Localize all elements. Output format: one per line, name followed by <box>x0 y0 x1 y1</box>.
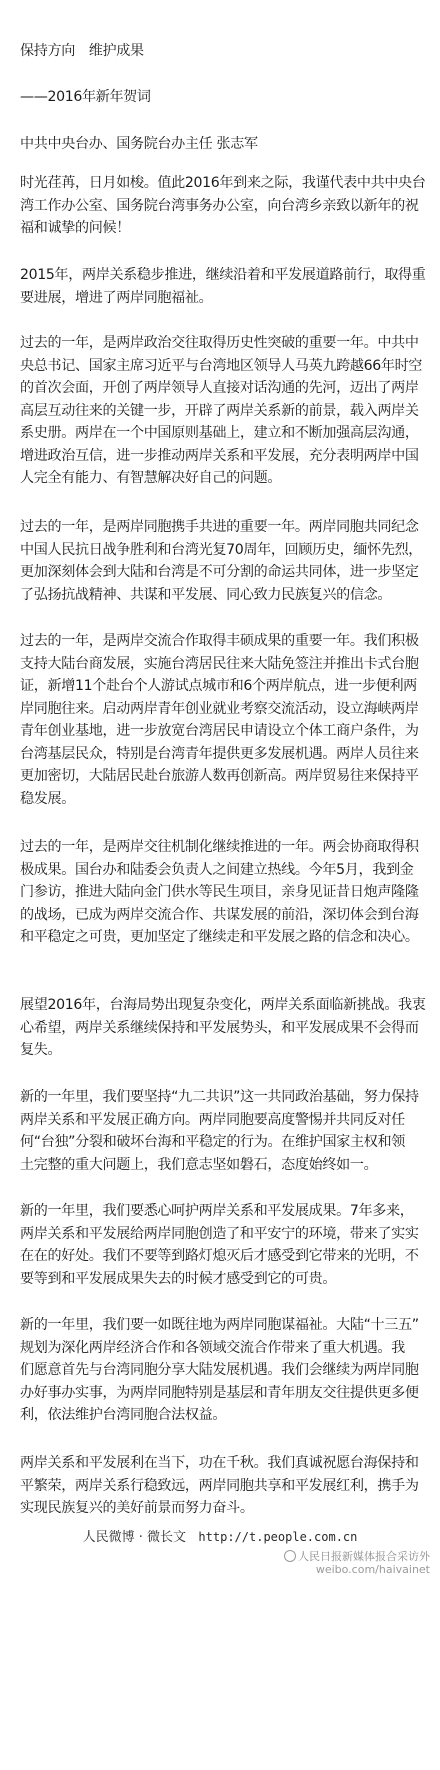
paragraph-line: 规划为深化两岸经济合作和各领域交流合作带来了重大机遇。我 <box>20 1339 405 1356</box>
article-author: 中共中央台办、国务院台办主任 张志军 <box>20 136 258 152</box>
paragraph-line: 们愿意首先与台湾同胞分享大陆发展机遇。我们会继续为两岸同胞 <box>20 1362 419 1378</box>
paragraph-line: 利，依法维护台湾同胞合法权益。 <box>20 1407 227 1423</box>
watermark <box>284 1550 430 1576</box>
article-heading: 保持方向 维护成果 <box>20 43 144 59</box>
paragraph-line: 新的一年里，我们要悉心呵护两岸关系和平发展成果。7年多来， <box>20 1203 414 1219</box>
paragraph-line: 新的一年里，我们要坚持“九二共识”这一共同政治基础，努力保持 <box>20 1089 419 1105</box>
paragraph <box>20 332 422 490</box>
paragraph-line: 湾工作办公室、国务院台湾事务办公室，向台湾乡亲致以新年的祝 <box>20 197 419 214</box>
paragraph-line: 土完整的重大问题上，我们意志坚如磐石，态度始终如一。 <box>20 1156 378 1173</box>
article-subheading: ——2016年新年贺词 <box>20 89 151 105</box>
paragraph-line: 台湾基层民众，特别是台湾青年提供更多发展机遇。两岸人员往来 <box>20 745 419 762</box>
paragraph <box>20 1452 419 1520</box>
paragraph <box>20 1314 419 1427</box>
paragraph-line: 过去的一年，是两岸交流合作取得丰硕成果的重要一年。我们积极 <box>20 633 419 649</box>
paragraph-line: 两岸关系和平发展正确方向。两岸同胞要高度警惕并共同反对任 <box>20 1111 405 1128</box>
paragraph-line: 要进展，增进了两岸同胞福祉。 <box>20 289 213 306</box>
paragraph-line: 过去的一年，是两岸交往机制化继续推进的一年。两会协商取得积 <box>20 839 419 855</box>
paragraph <box>20 516 422 606</box>
paragraph-line: 2015年，两岸关系稳步推进，继续沿着和平发展道路前行，取得重 <box>20 267 426 283</box>
paragraph-line: 复失。 <box>20 1042 62 1058</box>
paragraph-line: 了弘扬抗战精神、共谋和平发展、同心致力民族复兴的信念。 <box>20 586 392 603</box>
paragraph-line: 时光荏苒，日月如梭。值此2016年到来之际，我谨代表中共中央台 <box>20 175 426 191</box>
paragraph-line: 增进政治互信，进一步推动两岸关系和平发展，充分表明两岸中国 <box>20 447 419 464</box>
paragraph-line: 和平稳定之可贵，更加坚定了继续走和平发展之路的信念和决心。 <box>20 929 419 945</box>
paragraph-line: 办好事办实事，为两岸同胞特别是基层和青年朋友交往提供更多便 <box>20 1384 419 1401</box>
paragraph <box>20 172 426 240</box>
paragraph-line: 系史册。两岸在一个中国原则基础上，建立和不断加强高层沟通， <box>20 425 419 441</box>
paragraph-line: 两岸关系和平发展给两岸同胞创造了和平安宁的环境，带来了实实 <box>20 1225 419 1242</box>
paragraph-line: 中国人民抗日战争胜利和台湾光复70周年，回顾历史，缅怀先烈， <box>20 541 423 558</box>
paragraph <box>20 836 419 949</box>
paragraph-line: 支持大陆台商发展，实施台湾居民往来大陆免签注并推出卡式台胞 <box>20 655 419 672</box>
paragraph-line: 门参访，推进大陆向金门供水等民生项目，亲身见证昔日炮声隆隆 <box>20 884 419 900</box>
paragraph-line: 央总书记、国家主席习近平与台湾地区领导人马英九跨越66年时空 <box>20 357 423 374</box>
paragraph-line: 展望2016年，台海局势出现复杂变化，两岸关系面临新挑战。我衷 <box>20 997 426 1013</box>
watermark-line1 <box>284 1550 430 1563</box>
paragraph-line: 人完全有能力、有智慧解决好自己的问题。 <box>20 470 282 486</box>
paragraph-line: 过去的一年，是两岸同胞携手共进的重要一年。两岸同胞共同纪念 <box>20 519 419 535</box>
paragraph-line: 平繁荣，两岸关系行稳致远，两岸同胞共享和平发展红利，携手为 <box>20 1477 419 1494</box>
source-footer <box>0 1528 440 1547</box>
paragraph-line: 过去的一年，是两岸政治交往取得历史性突破的重要一年。中共中 <box>20 335 419 351</box>
paragraph-line: 青年创业基地，进一步放宽台湾居民申请设立个体工商户条件，为 <box>20 723 419 739</box>
paragraph-line: 的首次会面，开创了两岸领导人直接对话沟通的先河，迈出了两岸 <box>20 380 419 396</box>
paragraph-line: 实现民族复兴的美好前景而努力奋斗。 <box>20 1500 254 1516</box>
paragraph-line: 在在的好处。我们不要等到路灯熄灭后才感受到它带来的光明，不 <box>20 1248 419 1264</box>
paragraph <box>20 1086 419 1176</box>
paragraph <box>20 994 426 1062</box>
paragraph-line: 福和诚挚的问候！ <box>20 220 130 236</box>
source-label: 人民微博 · 微长文 <box>82 1530 187 1545</box>
paragraph-line: 证，新增11个赴台个人游试点城市和6个两岸航点，进一步便利两 <box>20 678 417 694</box>
paragraph <box>20 630 419 810</box>
paragraph-line: 更加密切，大陆居民赴台旅游人数再创新高。两岸贸易往来保持平 <box>20 768 419 784</box>
paragraph-line: 要等到和平发展成果失去的时候才感受到它的可贵。 <box>20 1270 337 1287</box>
paragraph <box>20 1200 419 1290</box>
paragraph <box>20 264 426 309</box>
paragraph-line: 更加深刻体会到大陆和台湾是不可分割的命运共同体，进一步坚定 <box>20 564 419 580</box>
watermark-url: weibo.com/haivainet <box>315 1563 430 1576</box>
paragraph-line: 两岸关系和平发展利在当下，功在千秋。我们真诚祝愿台海保持和 <box>20 1455 419 1471</box>
paragraph-line: 极成果。国台办和陆委会负责人之间建立热线。今年5月，我到金 <box>20 861 414 878</box>
paragraph-line: 心希望，两岸关系继续保持和平发展势头，和平发展成果不会得而 <box>20 1019 419 1036</box>
paragraph-line: 新的一年里，我们要一如既往地为两岸同胞谋福祉。大陆“十三五” <box>20 1317 419 1333</box>
paragraph-line: 何“台独”分裂和破坏台海和平稳定的行为。在维护国家主权和领 <box>20 1134 405 1150</box>
weibo-logo-icon <box>284 1550 296 1562</box>
paragraph-line: 高层互动往来的关键一步，开辟了两岸关系新的前景，载入两岸关 <box>20 402 419 419</box>
source-url-link[interactable]: http://t.people.com.cn <box>198 1530 358 1544</box>
watermark-text: 人民日报新媒体报合采访外 <box>298 1550 430 1563</box>
paragraph-line: 的战场，已成为两岸交流合作、共谋发展的前沿，深切体会到台海 <box>20 906 419 923</box>
paragraph-line: 稳发展。 <box>20 790 75 807</box>
paragraph-line: 岸同胞往来。启动两岸青年创业就业考察交流活动，设立海峡两岸 <box>20 700 419 717</box>
